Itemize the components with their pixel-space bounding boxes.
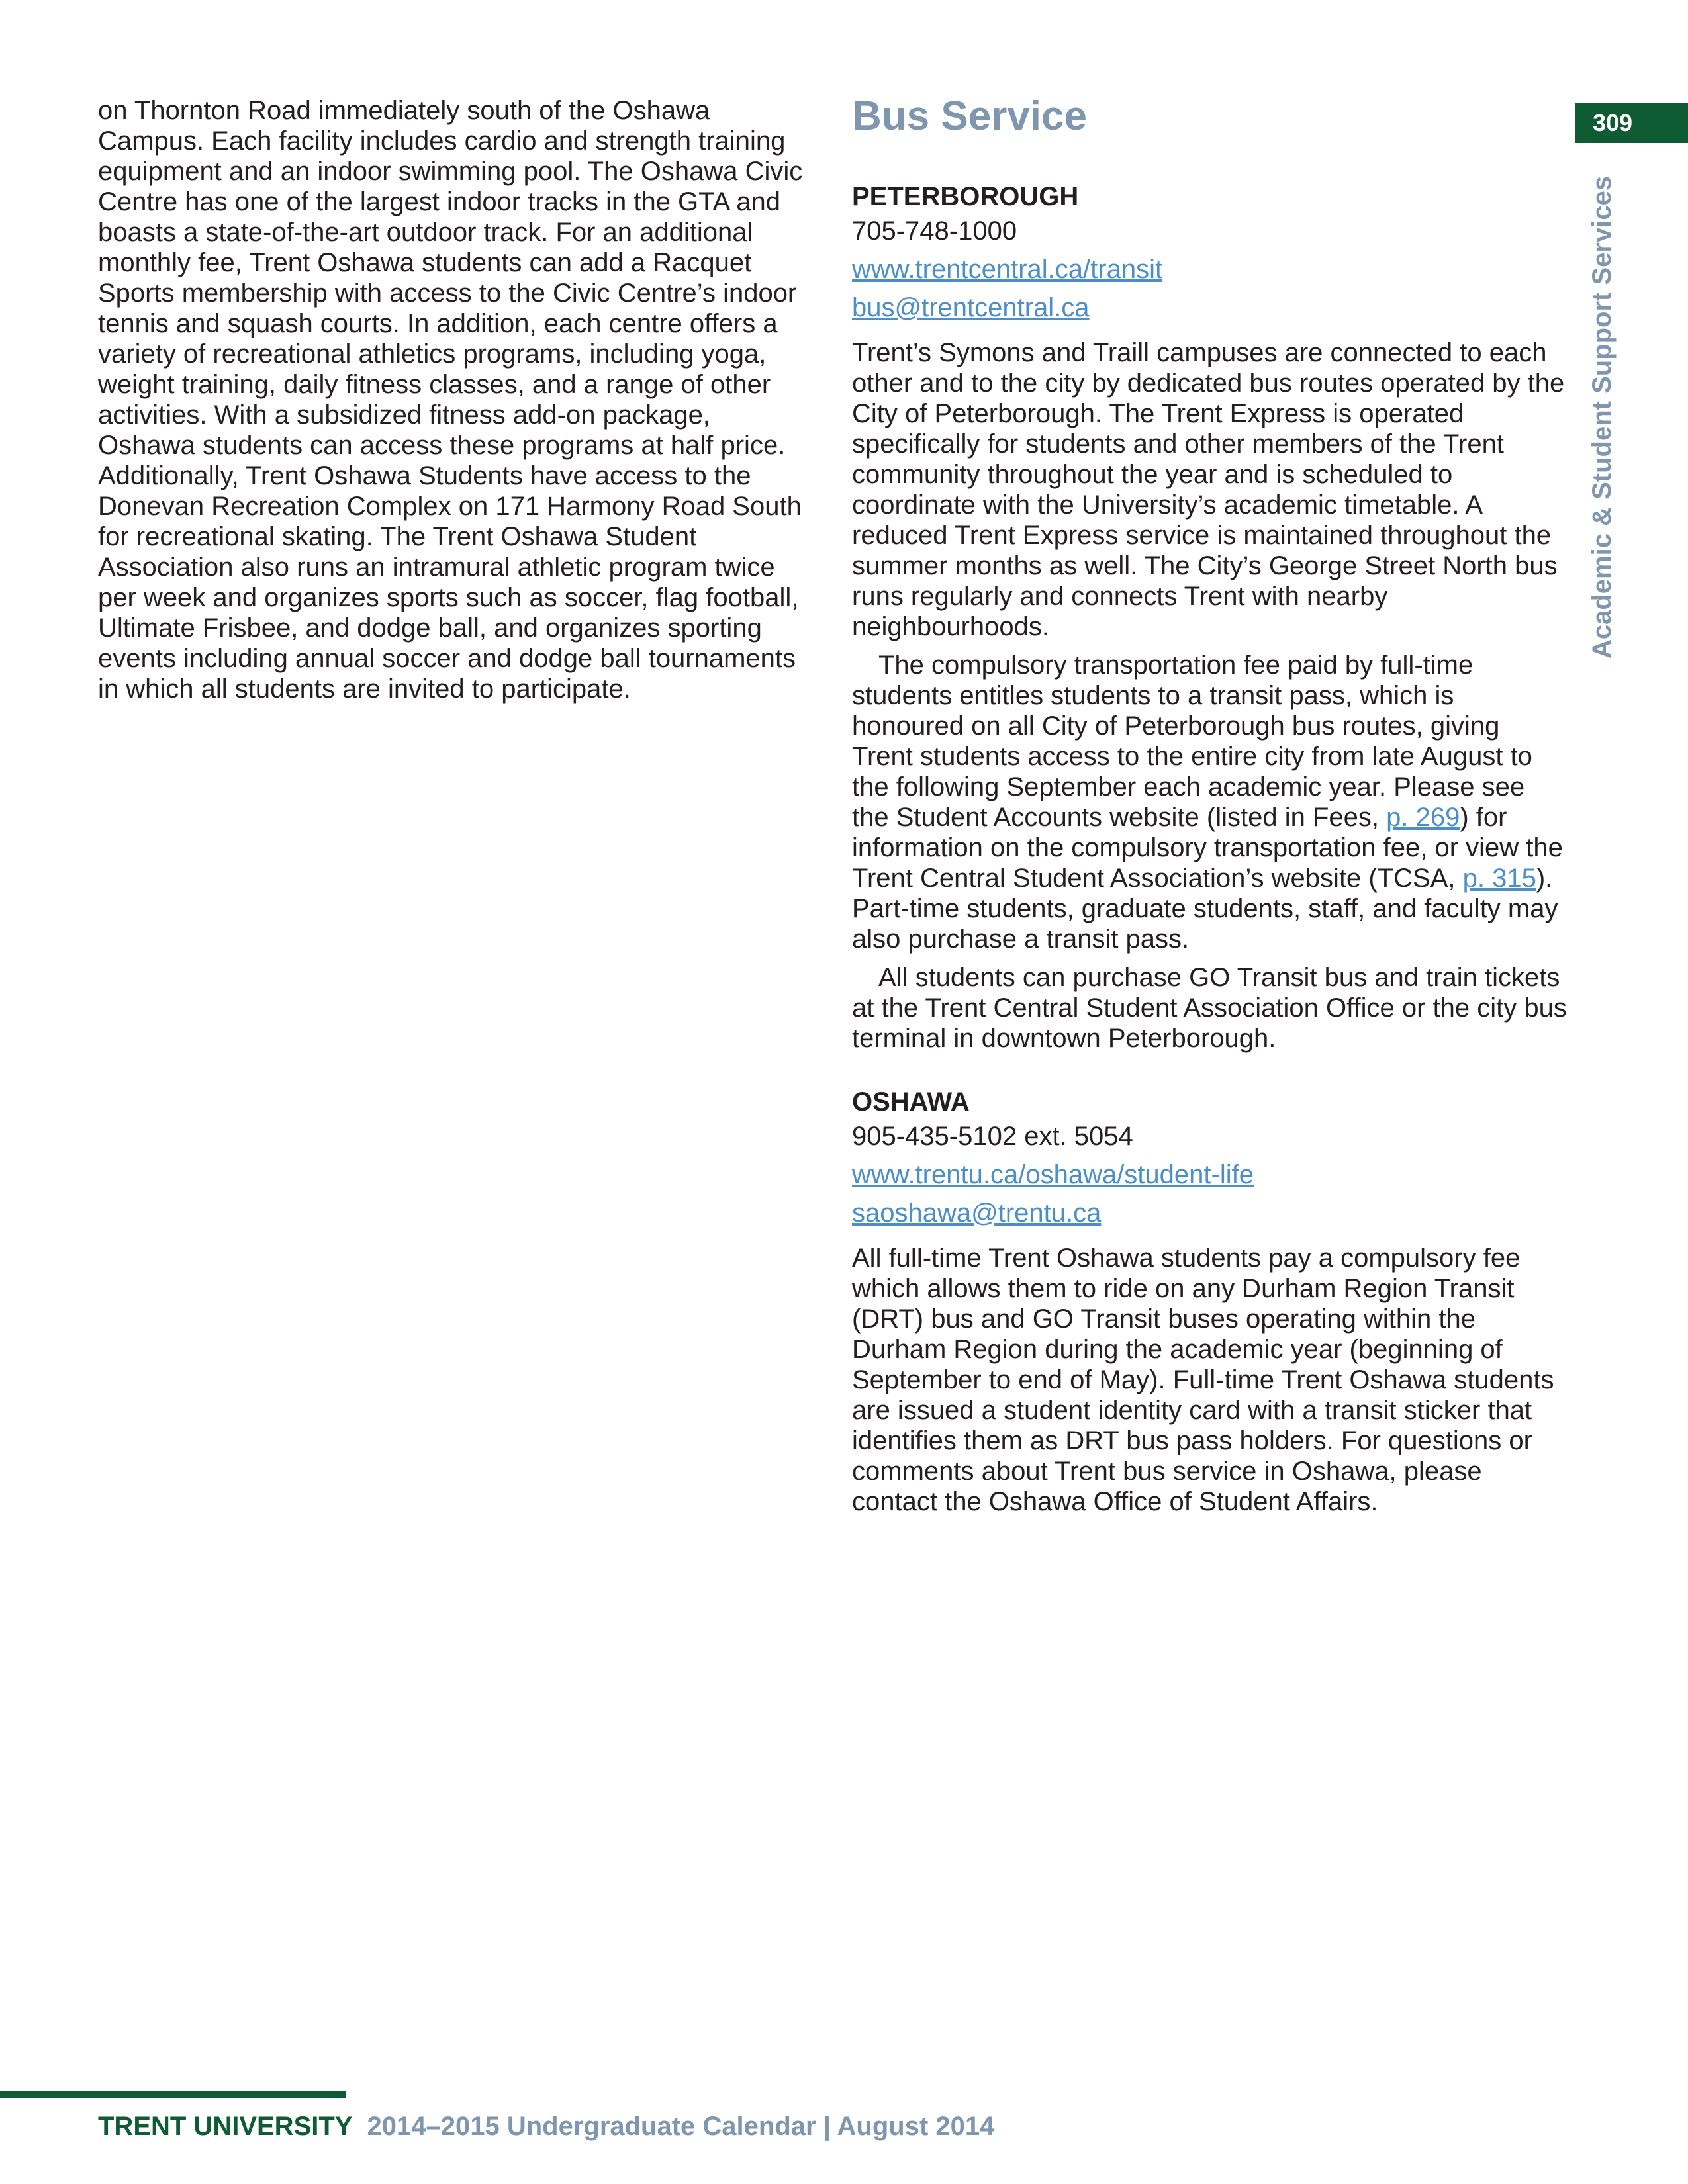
footer-org-name: TRENT UNIVERSITY (98, 2112, 353, 2141)
peterborough-email-link[interactable]: bus@trentcentral.ca (852, 293, 1090, 322)
left-column (98, 95, 806, 704)
peterborough-paragraph-2 (852, 650, 1567, 954)
peterborough-website-link[interactable]: www.trentcentral.ca/transit (852, 255, 1163, 284)
oshawa-email-link[interactable]: saoshawa@trentu.ca (852, 1199, 1102, 1228)
left-column-paragraph: on Thornton Road immediately south of the Oshawa Campus. Each facility includes cardio and strength training equipment and an indoor swimming pool. The Oshawa Civic Centre has one of the largest indoor tracks in the GTA and boasts a state-of-the-art outdoor track. For an additional monthly fee, Trent Oshawa students can add a Racquet Sports membership with access to the Civic Centre’s indoor tennis and squash courts. In addition, each centre offers a variety of recreational athletics programs, including yoga, weight training, daily fitness classes, and a range of other activities. With a subsidized fitness add-on package, Oshawa students can access these programs at half price. Additionally, Trent Oshawa Students have access to the Donevan Recreation Complex on 171 Harmony Road South for recreational skating. The Trent Oshawa Student Association also runs an intramural athletic program twice per week and organizes sports such as soccer, flag football, Ultimate Frisbee, and dodge ball, and organizes sporting events including annual soccer and dodge ball tournaments in which all students are invited to participate. (98, 96, 803, 704)
bus-service-section (852, 93, 1567, 1517)
footer-calendar-label: 2014–2015 Undergraduate Calendar | August 2014 (367, 2112, 995, 2141)
oshawa-heading: OSHAWA (852, 1087, 970, 1116)
peterborough-paragraph-1: Trent’s Symons and Traill campuses are connected to each other and to the city by dedicated bus routes operated by the City of Peterborough. The Trent Express is operated specifically for students and other members of the Trent community throughout the year and is scheduled to coordinate with the University’s academic timetable. A reduced Trent Express service is maintained throughout the summer months as well. The City’s George Street North bus runs regularly and connects Trent with nearby neighbourhoods. (852, 338, 1565, 641)
side-tab-label: Academic & Student Support Services (1587, 175, 1617, 659)
tcsa-page-link[interactable]: p. 315 (1462, 864, 1536, 893)
oshawa-website-link[interactable]: www.trentu.ca/oshawa/student-life (852, 1160, 1254, 1189)
oshawa-paragraph-1: All full-time Trent Oshawa students pay a compulsory fee which allows them to ride on any Durham Region Transit (DRT) bus and GO Transit buses operating within the Durham Region during the academic year (beginning of September to end of May). Full-time Trent Oshawa students are issued a student identity card with a transit sticker that identifies them as DRT bus pass holders. For questions or comments about Trent bus service in Oshawa, please contact the Oshawa Office of Student Affairs. (852, 1244, 1554, 1516)
oshawa-phone: 905-435-5102 ext. 5054 (852, 1122, 1133, 1151)
peterborough-phone: 705-748-1000 (852, 216, 1017, 246)
section-title: Bus Service (852, 93, 1087, 139)
page-number: 309 (1575, 103, 1688, 143)
peterborough-paragraph-3: All students can purchase GO Transit bus and train tickets at the Trent Central Student Association Office or the city bus terminal in downtown Peterborough. (852, 963, 1567, 1053)
footer (98, 2110, 994, 2143)
fees-page-link[interactable]: p. 269 (1386, 803, 1460, 832)
footer-rule (0, 2091, 346, 2098)
peterborough-heading: PETERBOROUGH (852, 182, 1079, 211)
peterborough-paragraph-2-text-c: ). Part-time students, graduate students, staff, and faculty may also purchase a transit pass. (852, 864, 1558, 954)
peterborough-paragraph-2-text-a: The compulsory transportation fee paid by full-time students entitles students to a transit pass, which is honoured on all City of Peterborough bus routes, giving Trent students access to the entire city from late August to the following September each academic year. Please see the Student Accounts website (listed in Fees, (852, 651, 1532, 832)
peterborough-paragraph-2-text-b: ) for information on the compulsory transportation fee, or view the Trent Central Student Association’s website (TCSA, (852, 803, 1563, 893)
